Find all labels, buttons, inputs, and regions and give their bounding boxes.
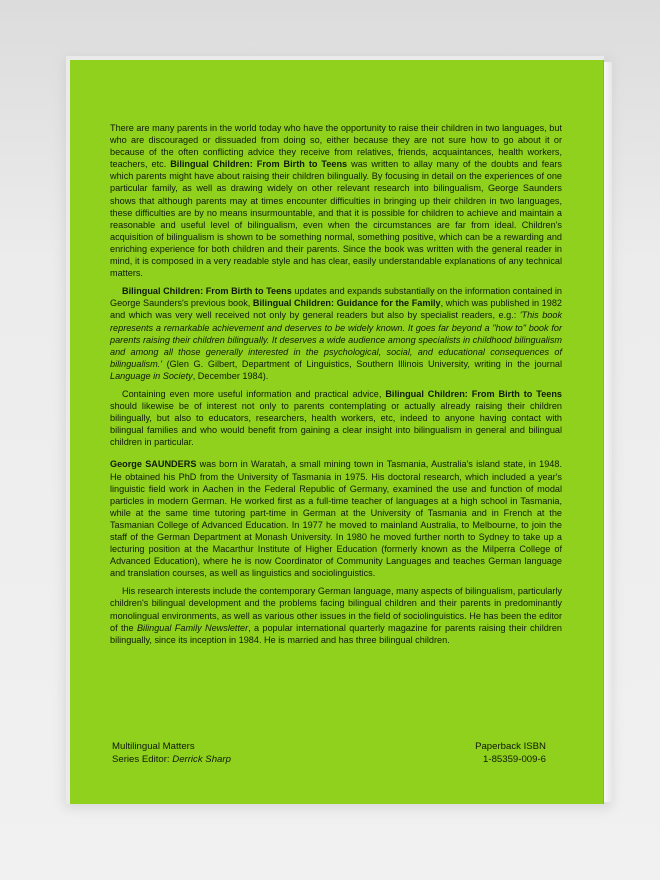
book-back-cover (66, 56, 604, 804)
author-name: George SAUNDERS (110, 459, 197, 470)
book-title: Bilingual Children: From Birth to Teens (385, 388, 562, 399)
author-bio-text: His research interests include the contemporary German language, many aspects of bilingualism, particularly children's bilingual development and the problems facing bilingual children and their parents in predominantly monolingual environments, as well as various other issues in the field of sociolinguistics. He has been the editor of the (110, 586, 562, 633)
journal-name: Language in Society (110, 370, 193, 381)
cover-text-block (110, 122, 562, 652)
series-editor-line (112, 753, 231, 766)
blurb-text: updates and expands substantially on the information contained in George Saunders's previous book, (110, 286, 562, 309)
publisher-block (112, 740, 231, 766)
blurb-paragraph-1 (110, 122, 562, 279)
previous-book-title: Bilingual Children: Guidance for the Family (252, 298, 441, 309)
blurb-text: was written to allay many of the doubts and fears which parents might have about raising their children bilingually. By focusing in detail on the experiences of one particular family, as well as drawing widely on other relevant research into bilingualism, George Saunders shows that although parents may at times encounter difficulties in bringing up their children in two languages, these difficulties are by no means insurmountable, and that it is possible for children to achieve and maintain a reasonable and useful level of bilingualism, even when the circumstances are far from ideal. Children's acquisition of bilingualism is shown to be something normal, something positive, which can be a rewarding and enriching experience for both children and their parents. Since the book was written with the general reader in mind, it is composed in a very readable style and has clear, easily understandable explanations of any technical matters. (110, 159, 562, 279)
author-paragraph-2 (110, 585, 562, 645)
author-bio-text: , a popular international quarterly magazine for parents raising their children bilingually, since its inception in 1984. He is married and has three bilingual children. (110, 622, 562, 645)
blurb-text: (Glen G. Gilbert, Department of Linguistics, Southern Illinois University, writing in the journal (161, 358, 562, 369)
blurb-paragraph-3 (110, 388, 562, 448)
isbn-block (475, 740, 546, 766)
publisher-name: Multilingual Matters (112, 741, 195, 752)
author-bio-text: was born in Waratah, a small mining town in Tasmania, Australia's island state, in 1948. He obtained his PhD from the University of Tasmania in 1975. His doctoral research, which included a year's linguistic field work in Aachen in the Federal Republic of Germany, examined the use and function of modal particles in modern German. He worked first as a full-time teacher of languages at a high school in Tasmania, while at the same time tutoring part-time in German at the University of Tasmania and in French at the Tasmanian College of Advanced Education. In 1977 he moved to mainland Australia, to Melbourne, to join the staff of the German Department at Monash University. In 1980 he moved further north to Sydney to take up a lecturing position at the Macarthur Institute of Higher Education (formerly known as the Milperra College of Advanced Education), where he is now Coordinator of Community Languages and teaches German language and translation courses, as well as linguistics and sociolinguistics. (110, 459, 562, 579)
author-paragraph-1 (110, 458, 562, 579)
blurb-text: should likewise be of interest not only to parents contemplating or actually already raising their children bilingually, but also to educators, researchers, health workers, etc, indeed to anyone having contact with bilingual families and who would benefit from gaining a clear insight into bilingualism in general and bilingual children in particular. (110, 401, 562, 448)
blurb-text: Containing even more useful information and practical advice, (122, 388, 386, 399)
blurb-text: , December 1984). (192, 370, 269, 381)
newsletter-name: Bilingual Family Newsletter (136, 622, 249, 633)
book-title: Bilingual Children: From Birth to Teens (122, 286, 292, 297)
blurb-paragraph-2 (110, 285, 562, 382)
blurb-text: There are many parents in the world today who have the opportunity to raise their children in two languages, but who are discouraged or dissuaded from doing so, either because they are not sure how to go about it or because of the often conflicting advice they receive from relatives, friends, acquaintances, health workers, teachers, etc. (110, 123, 562, 170)
isbn-number: 1-85359-009-6 (483, 754, 546, 765)
series-editor-label: Series Editor: (112, 754, 173, 765)
review-quote: 'This book represents a remarkable achievement and deserves to be widely known. It goes far beyond a "how to" book for parents raising their children bilingually. It deserves a wide audience among specialists in childhood bilingualism and among all those generally interested in the psychological, social, and educational consequences of bilingualism.' (110, 310, 563, 369)
isbn-label: Paperback ISBN (475, 741, 546, 752)
blurb-text: , which was published in 1982 and which was very well received not only by general readers but also by specialist readers, e.g.: (110, 298, 562, 321)
series-editor-name: Derrick Sharp (172, 754, 231, 765)
book-title: Bilingual Children: From Birth to Teens (170, 159, 348, 170)
